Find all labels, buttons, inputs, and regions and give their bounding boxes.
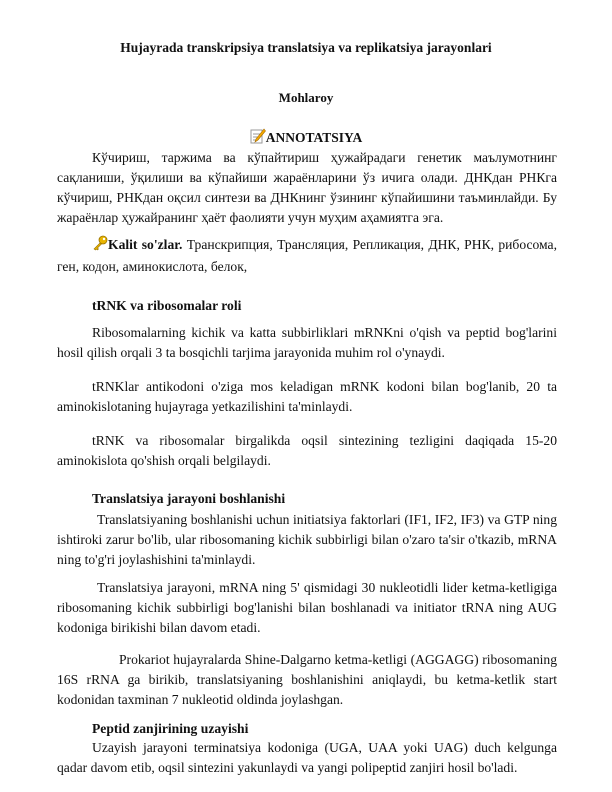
section-paragraph: Prokariot hujayralarda Shine-Dalgarno ketma-ketligi (AGGAGG) ribosomaning 16S rRNA ga birikib, translatsiyaning boshlanishini aniqlaydi, bu ketma-ketlik start kodonidan taxminan 7 nukleotid oldinda joylashgan. [57,652,557,707]
section-heading: Peptid zanjirining uzayishi [92,721,249,736]
document-title: Hujayrada transkripsiya translatsiya va replikatsiya jarayonlari [120,40,492,55]
section-paragraph: tRNK va ribosomalar birgalikda oqsil sintezining tezligini daqiqada 15-20 aminokislota qo'shish orqali belgilaydi. [57,433,557,468]
memo-icon [250,128,266,148]
keywords-text: Транскрипция, Трансляция, Репликация, ДНК, РНК, рибосома, ген, кодон, аминокислота, белок, [57,237,557,274]
section-paragraph: tRNKlar antikodoni o'ziga mos keladigan mRNK kodoni bilan bog'lanib, 20 ta aminokislotaning hujayraga yetkazilishini ta'minlaydi. [57,379,557,414]
section-heading: tRNK va ribosomalar roli [92,298,242,313]
section-paragraph: Translatsiyaning boshlanishi uchun initiatsiya faktorlari (IF1, IF2, IF3) va GTP ning ishtiroki zarur bo'lib, ular ribosomaning kichik subbirligi bilan o'zaro ta'sir o'tkazib, mRNA ning to'g'ri joylashishini ta'minlaydi. [57,512,557,567]
keywords-label: Kalit so'zlar. [108,237,183,252]
section-heading: Translatsiya jarayoni boshlanishi [92,491,286,506]
author-name: Mohlaroy [278,90,334,105]
keywords-paragraph [57,235,557,277]
annotation-heading: ANNOTATSIYA [265,130,363,145]
section-paragraph: Uzayish jarayoni terminatsiya kodoniga (UGA, UAA yoki UAG) duch kelgunga qadar davom etib, oqsil sintezini yakunlaydi va yangi polipeptid zanjiri hosil bo'ladi. [57,740,557,775]
key-icon [92,235,108,257]
annotation-paragraph: Кўчириш, таржима ва кўпайтириш ҳужайрадаги генетик маълумотнинг сақланиши, ўқилиши ва кўпайиши жараёнларини ўз ичига олади. ДНКдан РНКга кўчириш, РНКдан оқсил синтези ва ДНКнинг ўзининг кўпайишини таъминлайди. Бу жараёнлар ҳужайранинг ҳаёт фаолияти учун муҳим аҳамиятга эга. [57,150,557,225]
annotation-heading-row [0,128,612,148]
section-paragraph: Translatsiya jarayoni, mRNA ning 5' qismidagi 30 nukleotidli lider ketma-ketligiga ribosomaning kichik subbirligi bog'lanishi bilan boshlanadi va initiator tRNA ning AUG kodoniga birikishi bilan davom etadi. [57,580,557,635]
section-paragraph: Ribosomalarning kichik va katta subbirliklari mRNKni o'qish va peptid bog'larini hosil qilish orqali 3 ta bosqichli tarjima jarayonida muhim rol o'ynaydi. [57,325,557,360]
